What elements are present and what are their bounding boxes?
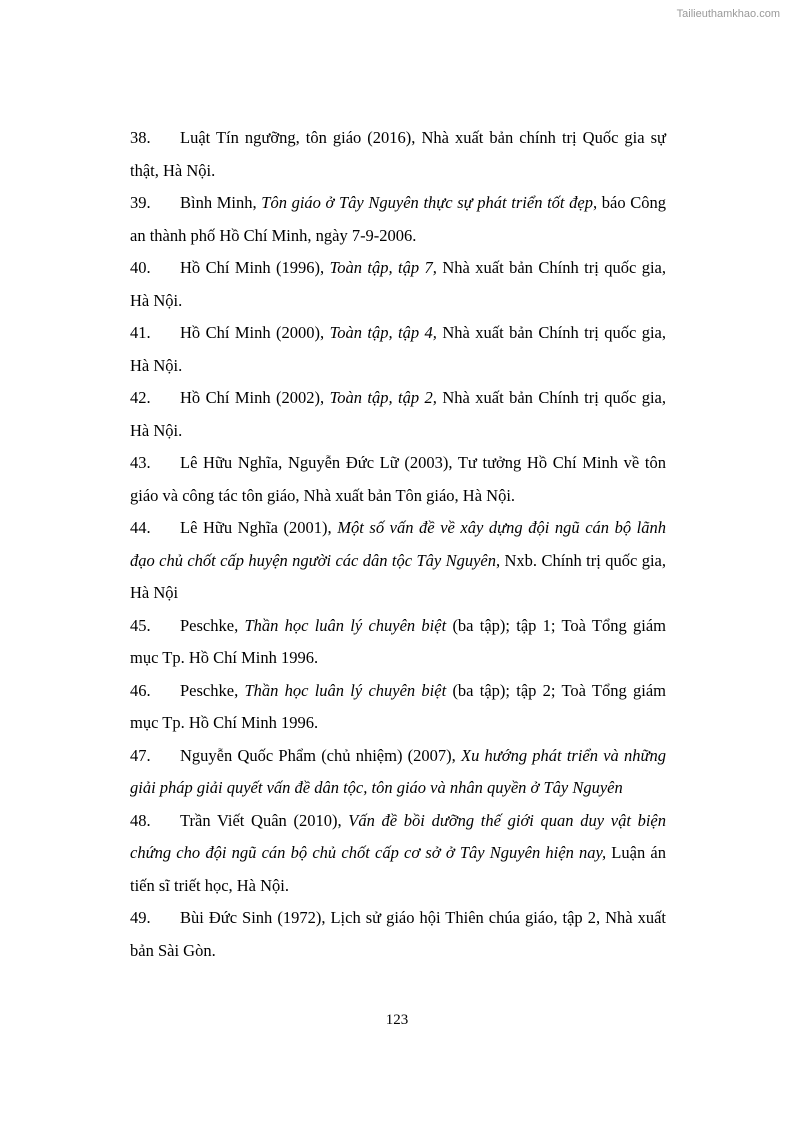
reference-item (130, 252, 666, 317)
reference-item (130, 610, 666, 675)
reference-text: Peschke, (180, 615, 245, 635)
reference-number: 45. (130, 615, 151, 635)
reference-title-italic: Tôn giáo ở Tây Nguyên thực sự phát triển tốt đẹp (261, 193, 593, 212)
reference-item (130, 447, 666, 512)
reference-number: 39. (130, 193, 151, 212)
reference-item (130, 187, 666, 252)
reference-number: 40. (130, 258, 151, 277)
reference-number: 48. (130, 810, 151, 830)
reference-title-italic: Vấn đề bồi dưỡng thế giới quan duy vật biện chứng cho đội ngũ cán bộ chủ chốt cấp cơ sở ở Tây Nguyên hiện nay, (130, 810, 666, 862)
reference-title-italic: Thần học luân lý chuyên biệt (244, 680, 447, 700)
reference-title-italic: Toàn tập, tập 7, (329, 258, 437, 277)
reference-text: Luận án tiến sĩ triết học, Hà Nội. (130, 843, 666, 895)
reference-text: , Nxb. Chính trị quốc gia, Hà Nội (130, 550, 666, 602)
watermark-text: Tailieuthamkhao.com (676, 8, 780, 20)
reference-text: Trần Viết Quân (2010), (180, 810, 349, 830)
reference-item (130, 382, 666, 447)
reference-text: Luật Tín ngưỡng, tôn giáo (2016), Nhà xuất bản chính trị Quốc gia sự thật, Hà Nội. (130, 128, 666, 180)
reference-text: (ba tập); tập 2; Toà Tổng giám mục Tp. Hồ Chí Minh 1996. (130, 680, 666, 732)
reference-item (130, 317, 666, 382)
reference-text: Peschke, (180, 680, 245, 700)
reference-text: Nguyễn Quốc Phẩm (chủ nhiệm) (2007), (180, 745, 461, 765)
reference-item (130, 902, 666, 967)
reference-number: 38. (130, 128, 151, 147)
reference-number: 47. (130, 745, 151, 765)
reference-number: 49. (130, 908, 151, 927)
reference-item (130, 675, 666, 740)
reference-text: Nhà xuất bản Chính trị quốc gia, Hà Nội. (130, 323, 666, 375)
reference-item (130, 122, 666, 187)
reference-text: Hồ Chí Minh (2000), (180, 323, 330, 342)
reference-item (130, 805, 666, 903)
reference-number: 42. (130, 388, 151, 407)
references-list (130, 122, 666, 967)
reference-text: Nhà xuất bản Chính trị quốc gia, Hà Nội. (130, 388, 666, 440)
reference-text: Hồ Chí Minh (1996), (180, 258, 330, 277)
reference-number: 46. (130, 680, 151, 700)
reference-title-italic: Thần học luân lý chuyên biệt (244, 615, 447, 635)
reference-text: (ba tập); tập 1; Toà Tổng giám mục Tp. Hồ Chí Minh 1996. (130, 615, 666, 667)
reference-title-italic: Một số vấn đề về xây dựng đội ngũ cán bộ lãnh đạo chủ chốt cấp huyện người các dân tộc Tây Nguyên (130, 518, 666, 570)
reference-text: Lê Hữu Nghĩa (2001), (180, 518, 338, 537)
reference-text: Lê Hữu Nghĩa, Nguyễn Đức Lữ (2003), Tư tưởng Hồ Chí Minh về tôn giáo và công tác tôn giáo, Nhà xuất bản Tôn giáo, Hà Nội. (130, 453, 666, 505)
reference-title-italic: Toàn tập, tập 4, (329, 323, 437, 342)
reference-text: Nhà xuất bản Chính trị quốc gia, Hà Nội. (130, 258, 666, 310)
page-number: 123 (385, 1012, 409, 1028)
reference-item (130, 740, 666, 805)
reference-number: 43. (130, 453, 151, 472)
reference-text: Bùi Đức Sinh (1972), Lịch sử giáo hội Thiên chúa giáo, tập 2, Nhà xuất bản Sài Gòn. (130, 908, 666, 960)
reference-text: , báo Công an thành phố Hồ Chí Minh, ngày 7-9-2006. (130, 193, 666, 245)
reference-text: Hồ Chí Minh (2002), (180, 388, 330, 407)
reference-title-italic: Xu hướng phát triển và những giải pháp giải quyết vấn đề dân tộc, tôn giáo và nhân quyền ở Tây Nguyên (130, 745, 666, 797)
reference-number: 44. (130, 518, 151, 537)
reference-text: Bình Minh, (180, 193, 262, 212)
reference-title-italic: Toàn tập, tập 2, (329, 388, 437, 407)
reference-number: 41. (130, 323, 151, 342)
reference-item (130, 512, 666, 610)
